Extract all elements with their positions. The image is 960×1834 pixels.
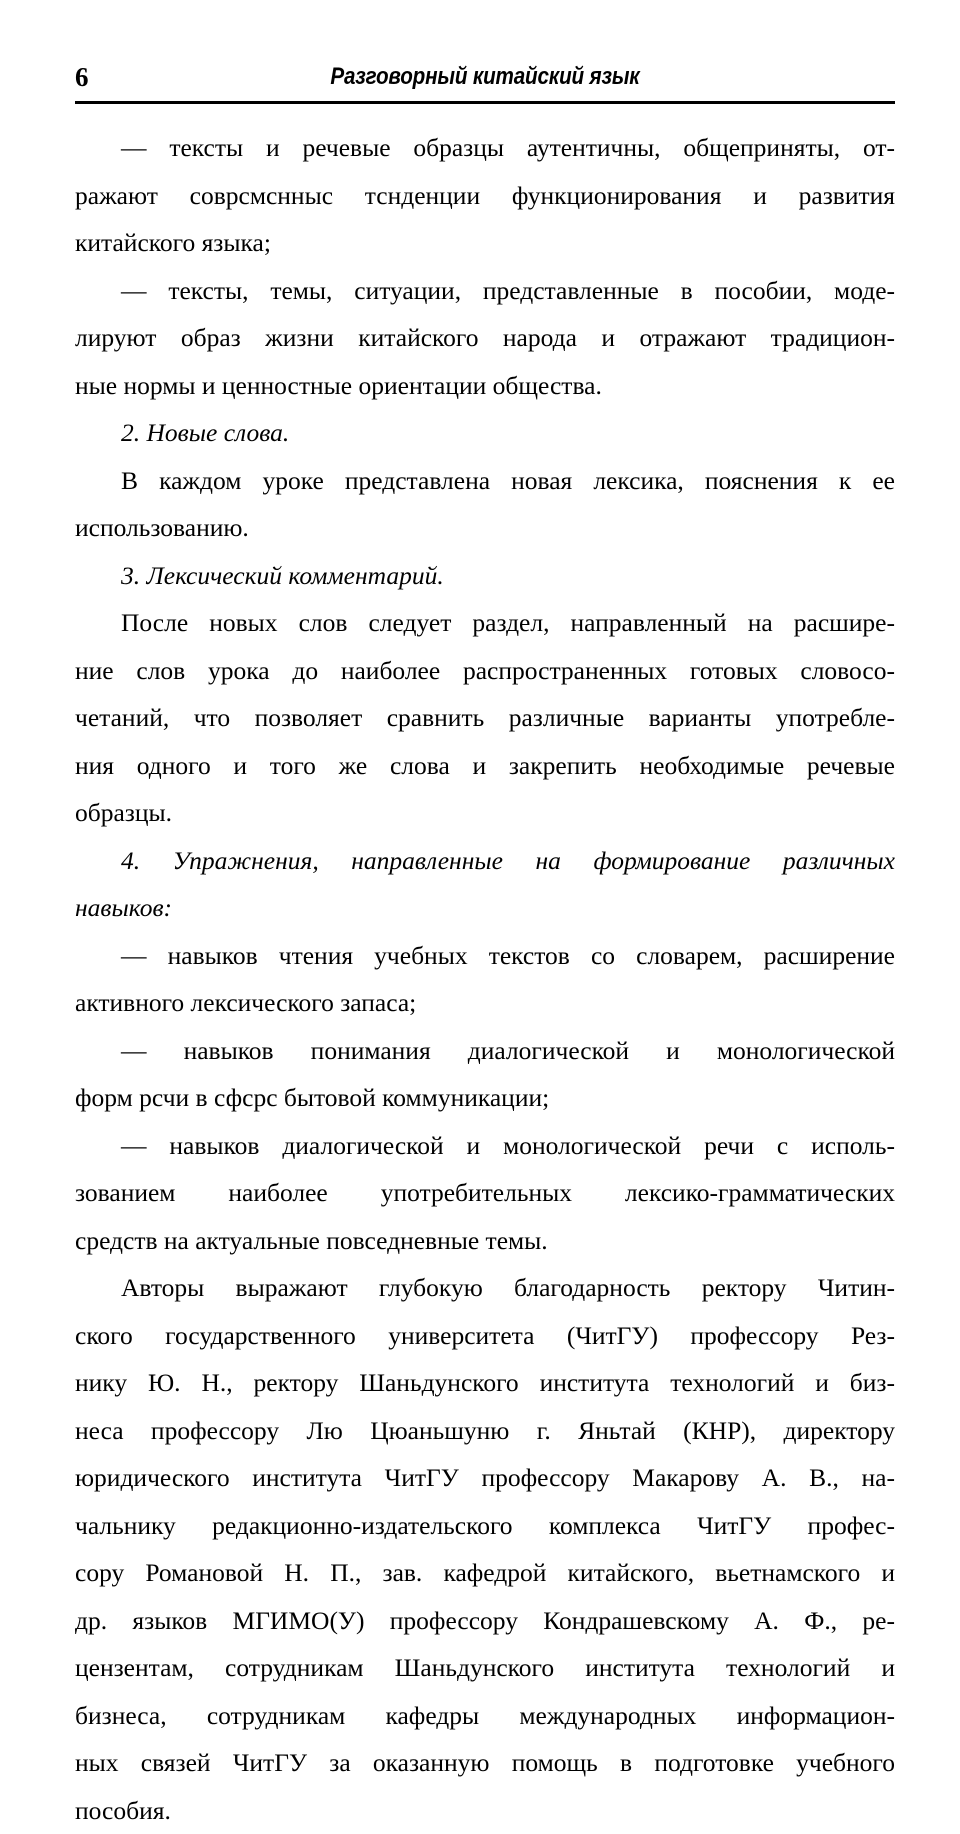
text-line: ского государственного университета (ЧитГУ) профессору Рез- bbox=[75, 1312, 895, 1360]
text-line: — навыков понимания диалогической и монологической bbox=[75, 1027, 895, 1075]
page-number: 6 bbox=[75, 60, 89, 94]
body-paragraph bbox=[75, 599, 895, 837]
text-line: пособия. bbox=[75, 1787, 895, 1834]
text-line: средств на актуальные повседневные темы. bbox=[75, 1217, 895, 1265]
text-line: активного лексического запаса; bbox=[75, 979, 895, 1027]
bullet-paragraph bbox=[75, 267, 895, 410]
bullet-paragraph bbox=[75, 1027, 895, 1122]
text-line: др. языков МГИМО(У) профессору Кондрашевскому А. Ф., ре- bbox=[75, 1597, 895, 1645]
text-line: юридического института ЧитГУ профессору Макарову А. В., на- bbox=[75, 1454, 895, 1502]
text-line: После новых слов следует раздел, направленный на расшире- bbox=[75, 599, 895, 647]
text-line: — навыков диалогической и монологической речи с исполь- bbox=[75, 1122, 895, 1170]
text-line: — навыков чтения учебных текстов со словарем, расширение bbox=[75, 932, 895, 980]
text-line: чальнику редакционно-издательского комплекса ЧитГУ профес- bbox=[75, 1502, 895, 1550]
text-line: форм рсчи в сфсрс бытовой коммуникации; bbox=[75, 1074, 895, 1122]
text-line: бизнеса, сотрудникам кафедры международных информацион- bbox=[75, 1692, 895, 1740]
bullet-paragraph bbox=[75, 932, 895, 1027]
text-line: неса профессору Лю Цюаньшуню г. Яньтай (КНР), директору bbox=[75, 1407, 895, 1455]
body-paragraph bbox=[75, 1264, 895, 1834]
section-heading bbox=[75, 409, 895, 457]
text-line: ражают соврсмснныс тснденции функционирования и развития bbox=[75, 172, 895, 220]
text-line: китайского языка; bbox=[75, 219, 895, 267]
text-line: навыков: bbox=[75, 884, 895, 932]
section-heading bbox=[75, 552, 895, 600]
header-rule bbox=[75, 101, 895, 104]
text-line: зованием наиболее употребительных лексико-грамматических bbox=[75, 1169, 895, 1217]
text-line: сору Романовой Н. П., зав. кафедрой китайского, вьетнамского и bbox=[75, 1549, 895, 1597]
section-heading bbox=[75, 837, 895, 932]
running-head bbox=[75, 60, 895, 102]
body-paragraph bbox=[75, 457, 895, 552]
bullet-paragraph bbox=[75, 1122, 895, 1265]
text-line: В каждом уроке представлена новая лексика, пояснения к ее bbox=[75, 457, 895, 505]
text-line: лируют образ жизни китайского народа и отражают традицион- bbox=[75, 314, 895, 362]
text-line: — тексты, темы, ситуации, представленные в пособии, моде- bbox=[75, 267, 895, 315]
text-line: цензентам, сотрудникам Шаньдунского института технологий и bbox=[75, 1644, 895, 1692]
bullet-paragraph bbox=[75, 124, 895, 267]
text-line: — тексты и речевые образцы аутентичны, общеприняты, от- bbox=[75, 124, 895, 172]
text-line: образцы. bbox=[75, 789, 895, 837]
text-line: ния одного и того же слова и закрепить необходимые речевые bbox=[75, 742, 895, 790]
running-title: Разговорный китайский язык bbox=[132, 62, 837, 92]
text-line: ние слов урока до наиболее распространенных готовых словосо- bbox=[75, 647, 895, 695]
text-line: ных связей ЧитГУ за оказанную помощь в подготовке учебного bbox=[75, 1739, 895, 1787]
text-line: четаний, что позволяет сравнить различные варианты употребле- bbox=[75, 694, 895, 742]
text-line: 2. Новые слова. bbox=[75, 409, 895, 457]
text-line: использованию. bbox=[75, 504, 895, 552]
text-line: нику Ю. Н., ректору Шаньдунского института технологий и биз- bbox=[75, 1359, 895, 1407]
text-line: 4. Упражнения, направленные на формирование различных bbox=[75, 837, 895, 885]
text-line: Авторы выражают глубокую благодарность ректору Читин- bbox=[75, 1264, 895, 1312]
page-body bbox=[75, 124, 895, 1834]
text-line: ные нормы и ценностные ориентации общества. bbox=[75, 362, 895, 410]
text-line: 3. Лексический комментарий. bbox=[75, 552, 895, 600]
